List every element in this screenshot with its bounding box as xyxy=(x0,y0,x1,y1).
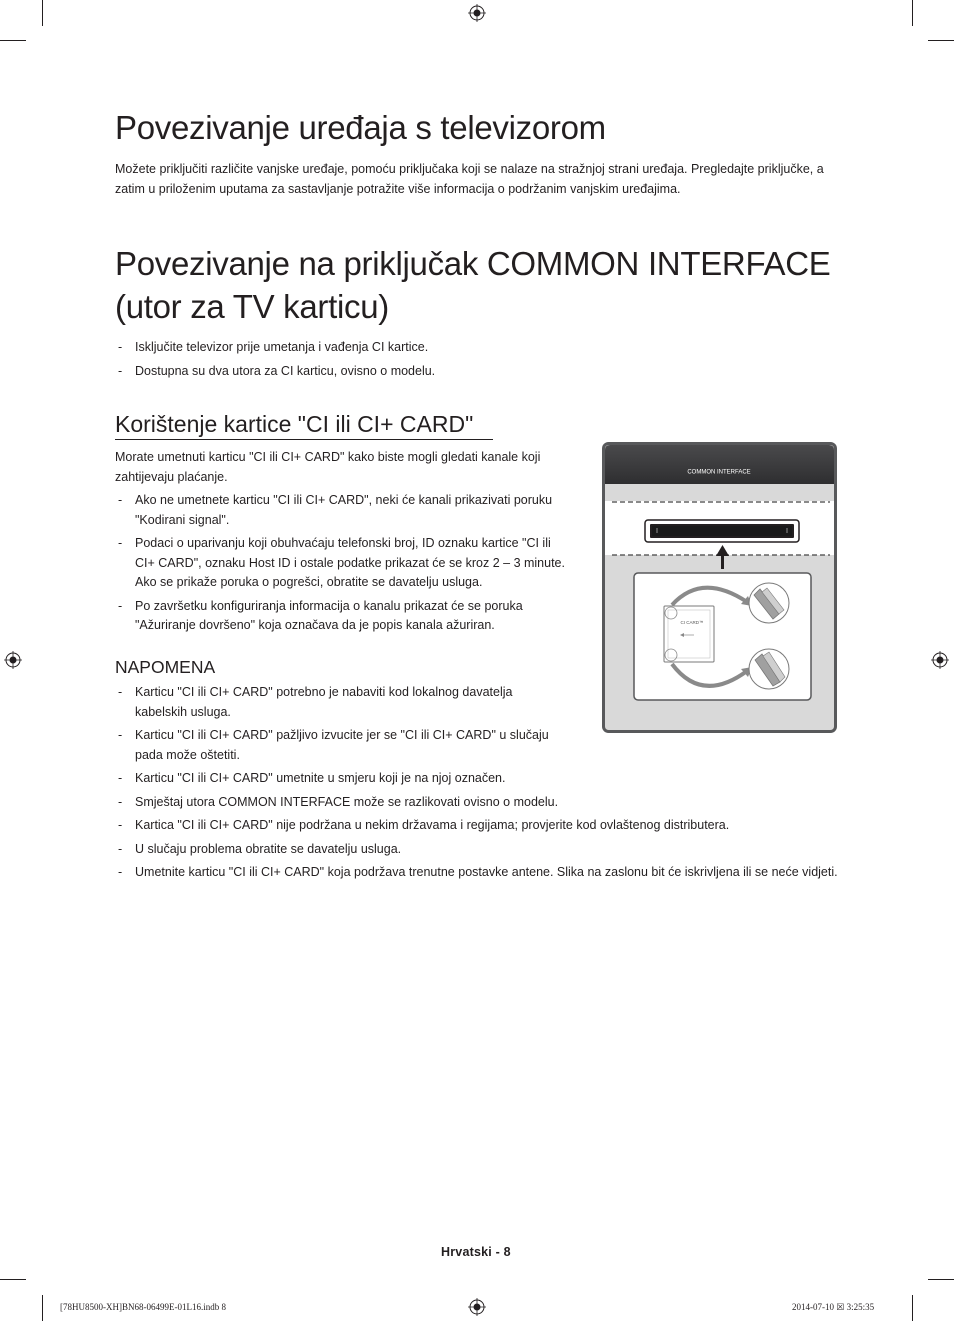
crop-mark xyxy=(0,1279,26,1280)
note-bullet-list-wide xyxy=(115,769,845,883)
section-title-line-1: Povezivanje na priključak COMMON INTERFACE xyxy=(115,245,831,282)
print-file-info: [78HU8500-XH]BN68-06499E-01L16.indb 8 xyxy=(60,1302,226,1312)
list-item: - Umetnite karticu "CI ili CI+ CARD" koja podržava trenutne postavke antene. Slika na zaslonu bit će iskrivljena ili se neće vidjeti. xyxy=(115,863,845,883)
print-date-info: 2014-07-10 ☒ 3:25:35 xyxy=(792,1302,875,1312)
list-item: - Po završetku konfiguriranja informacija o kanalu prikazat će se poruka "Ažuriranje dovršeno" koja označava da je popis kanala ažuriran. xyxy=(115,597,577,636)
section-bullet-list xyxy=(115,338,845,381)
section-title-line-2: (utor za TV karticu) xyxy=(115,288,389,325)
list-item: - U slučaju problema obratite se davatelju usluga. xyxy=(115,840,845,860)
list-item: - Karticu "CI ili CI+ CARD" potrebno je nabaviti kod lokalnog davatelja kabelskih usluga. xyxy=(115,683,577,722)
note-bullet-list-narrow xyxy=(115,683,577,765)
ci-card xyxy=(664,606,714,662)
ci-card-illustration xyxy=(602,442,837,733)
list-item: - Dostupna su dva utora za CI karticu, ovisno o modelu. xyxy=(115,362,845,382)
registration-mark-icon xyxy=(4,651,22,669)
crop-mark xyxy=(0,40,26,41)
subsection-intro: Morate umetnuti karticu "CI ili CI+ CARD" kako biste mogli gledati kanale koji zahtijevaju plaćanje. xyxy=(115,450,541,484)
registration-mark-icon xyxy=(931,651,949,669)
ci-card-label: CI CARD™ xyxy=(680,620,704,625)
list-item: - Isključite televizor prije umetanja i vađenja CI kartice. xyxy=(115,338,845,358)
list-item: - Karticu "CI ili CI+ CARD" umetnite u smjeru koji je na njoj označen. xyxy=(115,769,845,789)
list-item: - Karticu "CI ili CI+ CARD" pažljivo izvucite jer se "CI ili CI+ CARD" u slučaju pada može oštetiti. xyxy=(115,726,577,765)
registration-mark-icon xyxy=(468,4,486,22)
crop-mark xyxy=(912,0,913,26)
intro-paragraph: Možete priključiti različite vanjske uređaje, pomoću priključaka koji se nalaze na stražnjoj strani uređaja. Pregledajte priključke, a zatim u priloženim uputama za sastavljanje potražite više informacija o podržanim vanjskim uređajima. xyxy=(115,162,824,196)
crop-mark xyxy=(928,1279,954,1280)
insert-arrow-icon xyxy=(721,556,724,569)
list-item: - Smještaj utora COMMON INTERFACE može se razlikovati ovisno o modelu. xyxy=(115,793,845,813)
crop-mark xyxy=(928,40,954,41)
note-heading: NAPOMENA xyxy=(115,657,216,677)
page-number: Hrvatski - 8 xyxy=(441,1245,511,1259)
crop-mark xyxy=(42,0,43,26)
subsection-title: Korištenje kartice "CI ili CI+ CARD" xyxy=(115,411,474,437)
common-interface-label: COMMON INTERFACE xyxy=(687,469,751,476)
crop-mark xyxy=(912,1295,913,1321)
crop-mark xyxy=(42,1295,43,1321)
subsection-title-underline xyxy=(115,439,493,440)
list-item: - Kartica "CI ili CI+ CARD" nije podržana u nekim državama i regijama; provjerite kod ovlaštenog distributera. xyxy=(115,816,845,836)
subsection-bullet-list xyxy=(115,491,577,636)
registration-mark-icon xyxy=(468,1298,486,1316)
list-item: - Podaci o uparivanju koji obuhvaćaju telefonski broj, ID oznaku kartice "CI ili CI+ CARD", oznaku Host ID i ostale podatke prikazat će se kroz 2 – 3 minute. Ako se prikaže poruka o pogrešci, obratite se davatelju usluga. xyxy=(115,534,577,593)
page-title: Povezivanje uređaja s televizorom xyxy=(115,109,606,146)
list-item: - Ako ne umetnete karticu "CI ili CI+ CARD", neki će kanali prikazivati poruku "Kodirani signal". xyxy=(115,491,577,530)
tv-panel-header xyxy=(605,445,834,484)
